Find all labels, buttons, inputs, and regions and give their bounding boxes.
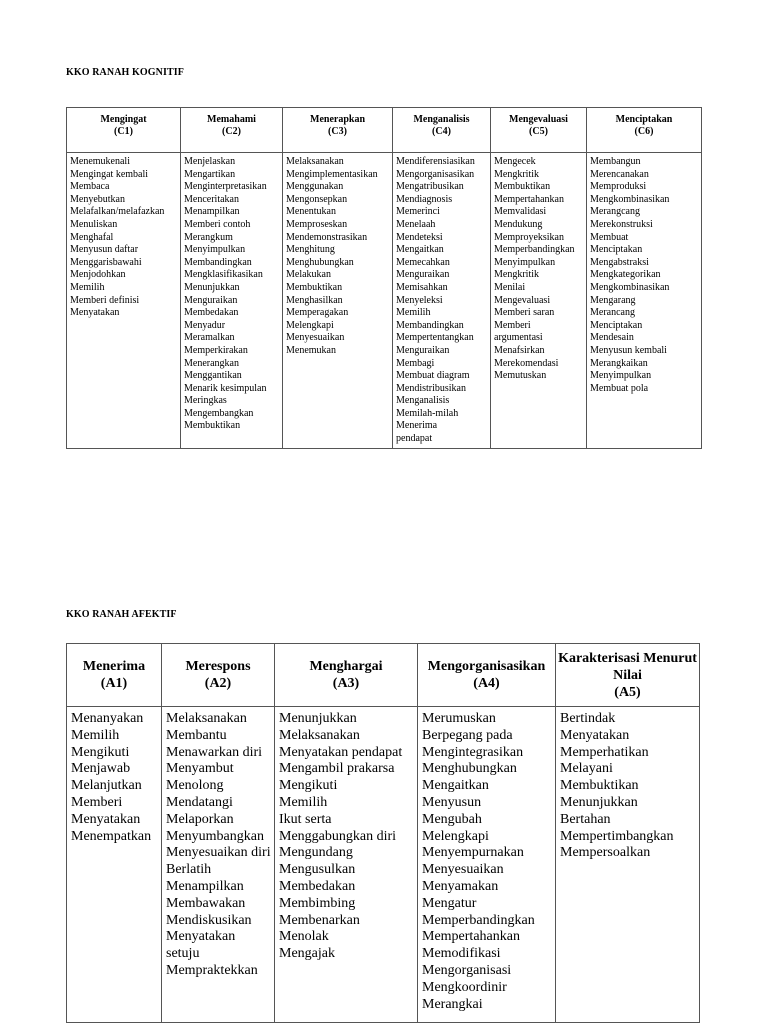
verb-item: Menggunakan [286,181,344,193]
verb-item: Menyatakan pendapat [279,744,403,760]
verb-item: Menyimpulkan [590,370,652,382]
verb-item: Mengkombinasikan [590,193,670,205]
afektif-header-a3 [275,644,418,707]
verb-item: Memvalidasi [494,206,547,218]
verb-item: Memperbandingkan [422,912,535,928]
verb-item: Mengartikan [184,168,236,180]
column-name: Menerima [82,659,146,674]
verb-item: Menciptakan [590,244,643,256]
afektif-heading: KKO RANAH AFEKTIF [66,609,177,620]
verb-item: Menggarisbawahi [70,256,142,268]
verb-item: Melakukan [286,269,331,281]
verb-item: Menjelaskan [184,156,236,167]
afektif-list-a5 [556,707,700,1023]
verb-item: Memproyeksikan [494,231,564,243]
verb-item: Menghasilkan [286,294,343,306]
verb-item: Melafalkan/melafazkan [70,206,165,218]
verb-item: Menunjukkan [184,281,240,293]
verb-item: Menafsirkan [494,344,545,356]
verb-item: Menyatakan [71,811,141,827]
verb-item: Membandingkan [396,319,464,331]
column-code: (A3) [332,676,360,691]
verb-item: Melayani [560,761,613,777]
verb-item: Mengorganisasi [422,962,512,978]
verb-item: Memberi definisi [70,294,140,306]
verb-item: Mendiskusikan [166,912,252,928]
verb-item: Memproseskan [286,218,348,230]
verb-item: Menampilkan [184,206,240,218]
verb-item: Meringkas [184,395,227,407]
verb-item: Menyusun kembali [590,344,667,356]
verb-item: Mengevaluasi [494,294,551,306]
verb-item: Mempraktekkan [166,962,258,978]
verb-item: Mengecek [494,156,536,167]
verb-item: Membedakan [184,307,239,319]
verb-item: Mendiferensiasikan [396,156,475,167]
verb-item: Mengundang [279,845,353,861]
verb-item: Mendistribusikan [396,382,466,394]
verb-item: Mengonsepkan [286,193,348,205]
verb-item: Membuktikan [286,281,343,293]
verb-item: Memberi contoh [184,218,251,230]
verb-item: Membuat [590,231,629,243]
verb-item: Memperagakan [286,307,349,319]
verb-item: Merekomendasi [494,357,559,369]
verb-item: Menceritakan [184,193,239,205]
verb-item: Berlatih [166,862,212,878]
verb-item: Membimbing [279,895,356,911]
column-code: (A5) [614,684,641,700]
afektif-list-a1 [67,707,162,1023]
verb-item: Mengusulkan [279,862,356,878]
verb-item: Mengaitkan [422,778,489,794]
verb-item: Menempatkan [71,828,152,844]
verb-item: Menyambut [166,761,234,777]
verb-item: Bertindak [560,711,616,726]
column-code: (C5) [529,126,548,137]
verb-item: Mendesain [590,332,634,344]
verb-item: Memilih [279,794,328,810]
verb-item: Melengkapi [422,828,489,844]
verb-item: Mengingat kembali [70,168,149,180]
verb-item: Merencanakan [590,168,649,180]
column-name: Mengorganisasikan [427,659,546,674]
kognitif-header-c1 [67,108,181,153]
verb-item: Membagi [396,357,435,369]
verb-item: Mempertahankan [494,193,564,205]
verb-item: Menyesuaikan [286,332,345,344]
verb-item: Merangcang [590,206,640,218]
verb-item: Mengikuti [279,778,338,794]
verb-item: Menuliskan [70,218,118,230]
verb-item: Menarik kesimpulan [184,382,267,394]
column-code: (A1) [100,676,128,691]
verb-item: Menyusun [422,794,482,810]
verb-item: Melaksanakan [279,727,360,743]
verb-item: Mengajak [279,946,335,962]
kognitif-header-c2 [181,108,283,153]
verb-item: Melaporkan [166,811,234,827]
verb-item: Memilah-milah [396,407,459,419]
verb-item: Menyusun daftar [70,244,139,256]
verb-item: Menggabungkan diri [279,828,397,844]
verb-item: Merumuskan [422,711,496,726]
verb-item: Memecahkan [396,256,450,268]
column-name: Mengingat [100,114,147,125]
verb-item: Meramalkan [184,332,235,344]
kognitif-header-c3 [283,108,393,153]
verb-item: Menemukenali [70,156,130,167]
verb-item: Menampilkan [166,878,244,894]
verb-item: Mengkoordinir [422,979,507,995]
kognitif-list-c1 [67,153,181,449]
kognitif-header-c6 [587,108,702,153]
verb-item: Menyesuaikan diri [166,845,271,861]
verb-item: Memilih [71,727,120,743]
verb-item: Membuktikan [494,181,551,193]
kognitif-header-row [67,108,702,153]
verb-item: Mengambil prakarsa [279,761,395,777]
verb-item: Menilai [494,281,526,293]
kognitif-list-c6 [587,153,702,449]
verb-item: Menjodohkan [70,269,126,281]
verb-item: Membenarkan [279,912,360,928]
kognitif-list-c2 [181,153,283,449]
verb-item: Memerinci [396,206,440,218]
column-name: Menerapkan [310,114,365,125]
verb-item: Mempertimbangkan [560,828,674,844]
afektif-body-row [67,707,700,1023]
afektif-header-a2 [162,644,275,707]
verb-item: Memilih [70,281,105,293]
afektif-header-a1 [67,644,162,707]
verb-item: Membandingkan [184,256,252,268]
column-name: Karakterisasi Menurut Nilai [558,650,697,683]
verb-item: Menyimpulkan [184,244,246,256]
verb-item: Mengikuti [71,744,130,760]
verb-item: Ikut serta [279,811,332,827]
verb-item: Mengkategorikan [590,269,661,281]
verb-item: Menemukan [286,344,336,356]
verb-item: Menyimpulkan [494,256,556,268]
verb-item: Membuat pola [590,382,649,394]
afektif-header-a4 [418,644,556,707]
verb-item: Menyatakan setuju [166,929,236,962]
column-code: (C2) [222,126,241,137]
verb-item: Menyeleksi [396,294,443,306]
verb-item: Memodifikasi [422,946,501,962]
verb-item: Menyempurnakan [422,845,524,861]
kognitif-heading: KKO RANAH KOGNITIF [66,67,184,78]
verb-item: Mendeteksi [396,231,443,243]
verb-item: Menggantikan [184,370,242,382]
afektif-list-a3 [275,707,418,1023]
verb-item: Menyebutkan [70,193,125,205]
verb-item: Menginterpretasikan [184,181,267,193]
verb-item: Menghitung [286,244,335,256]
verb-item: Mengimplementasikan [286,168,378,180]
verb-item: Mengorganisasikan [396,168,475,180]
verb-item: Menguraikan [184,294,238,306]
verb-item: Membawakan [166,895,246,911]
kognitif-list-c5 [491,153,587,449]
verb-item: Membedakan [279,878,356,894]
verb-item: Menyesuaikan [422,862,504,878]
afektif-table [66,643,700,1023]
column-name: Merespons [185,659,251,674]
verb-item: Memberi [71,794,123,810]
column-name: Menciptakan [615,114,673,125]
verb-item: Mengabstraksi [590,256,649,268]
verb-item: Membuat diagram [396,370,470,382]
verb-item: Mengkritik [494,269,539,281]
verb-item: Menunjukkan [279,711,357,726]
verb-item: Mendatangi [166,794,233,810]
verb-item: Membangun [590,156,641,167]
kognitif-list-c4 [393,153,491,449]
verb-item: Menyadur [184,319,226,331]
verb-item: Mengatur [422,895,477,911]
verb-item: Berpegang pada [422,727,513,743]
verb-item: Melaksanakan [286,156,344,167]
afektif-list-a2 [162,707,275,1023]
verb-item: pendapat [396,433,433,445]
column-name: Mengevaluasi [509,114,568,125]
verb-item: Membaca [70,181,110,193]
verb-item: Mempersoalkan [560,845,651,861]
verb-item: Bertahan [560,811,611,827]
verb-item: Memperkirakan [184,344,248,356]
verb-item: Memberi [494,319,531,331]
verb-item: Menolak [279,929,329,945]
column-code: (A4) [473,676,500,691]
verb-item: Menyatakan [70,307,120,319]
afektif-list-a4 [418,707,556,1023]
verb-item: Mempertentangkan [396,332,474,344]
verb-item: argumentasi [494,332,543,344]
verb-item: Memproduksi [590,181,647,193]
verb-item: Menjawab [71,761,131,777]
verb-item: Menanyakan [71,711,144,726]
verb-item: Mempertahankan [422,929,520,945]
verb-item: Menganalisis [396,395,450,407]
verb-item: Mengklasifikasikan [184,269,263,281]
verb-item: Mendukung [494,218,543,230]
kognitif-body-row [67,153,702,449]
afektif-header-row [67,644,700,707]
verb-item: Melaksanakan [166,711,247,726]
verb-item: Menguraikan [396,269,450,281]
verb-item: Merekonstruksi [590,218,653,230]
verb-item: Memilih [396,307,431,319]
afektif-header-a5 [556,644,700,707]
verb-item: Menerima [396,420,438,432]
verb-item: Memberi saran [494,307,555,319]
verb-item: Mengatribusikan [396,181,464,193]
verb-item: Menunjukkan [560,794,638,810]
column-code: (A2) [204,676,232,691]
kognitif-list-c3 [283,153,393,449]
column-name: Menghargai [309,659,383,674]
verb-item: Menguraikan [396,344,450,356]
verb-item: Menerangkan [184,357,239,369]
kognitif-header-c5 [491,108,587,153]
verb-item: Mengkombinasikan [590,281,670,293]
verb-item: Menyumbangkan [166,828,264,844]
verb-item: Mengintegrasikan [422,744,524,760]
verb-item: Menentukan [286,206,336,218]
verb-item: Mengubah [422,811,482,827]
verb-item: Mengarang [590,294,636,306]
kognitif-header-c4 [393,108,491,153]
column-name: Menganalisis [413,114,470,125]
verb-item: Menciptakan [590,319,643,331]
verb-item: Mendiagnosis [396,193,453,205]
verb-item: Menyatakan [560,727,630,743]
column-code: (C6) [634,126,654,137]
verb-item: Menolong [166,778,224,794]
verb-item: Mendemonstrasikan [286,231,368,243]
column-code: (C3) [328,126,347,137]
verb-item: Membuktikan [184,420,241,432]
column-code: (C4) [432,126,451,137]
verb-item: Membantu [166,727,227,743]
verb-item: Menyamakan [422,878,499,894]
verb-item: Mengkritik [494,168,539,180]
verb-item: Merangkai [422,996,483,1012]
verb-item: Merangkum [184,231,233,243]
verb-item: Merancang [590,307,635,319]
verb-item: Mengaitkan [396,244,444,256]
verb-item: Memperbandingkan [494,244,575,256]
verb-item: Menghafal [70,231,114,243]
column-name: Memahami [207,114,256,125]
verb-item: Menawarkan diri [166,744,263,760]
verb-item: Menghubungkan [422,761,517,777]
verb-item: Merangkaikan [590,357,648,369]
verb-item: Melengkapi [286,319,334,331]
kognitif-table [66,107,702,449]
verb-item: Mengembangkan [184,407,254,419]
verb-item: Memutuskan [494,370,547,382]
verb-item: Melanjutkan [71,778,142,794]
verb-item: Menghubungkan [286,256,354,268]
verb-item: Memperhatikan [560,744,649,760]
verb-item: Memisahkan [396,281,448,293]
verb-item: Menelaah [396,218,436,230]
column-code: (C1) [114,126,133,137]
verb-item: Membuktikan [560,778,639,794]
